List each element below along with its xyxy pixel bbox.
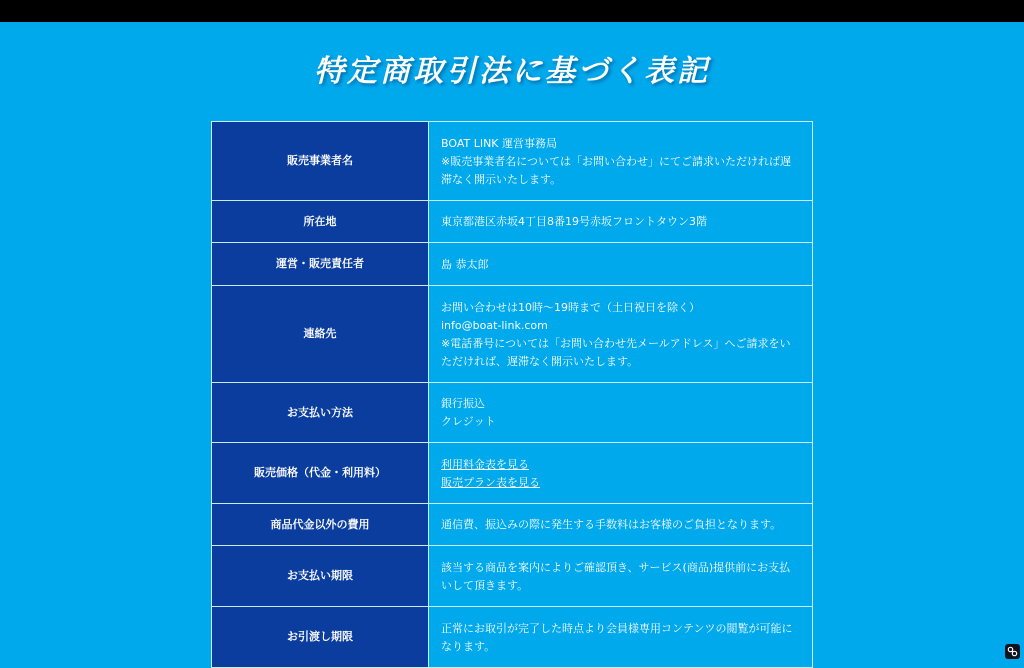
legal-info-table [211,121,813,668]
row-value [429,546,813,607]
payment-method: 銀行振込 [441,395,798,413]
row-label: 運営・販売責任者 [212,243,429,286]
table-row [212,504,813,546]
table-row [212,607,813,668]
row-label: 所在地 [212,201,429,243]
row-value-line: BOAT LINK 運営事務局 [441,135,798,153]
row-value-line: 島 恭太郎 [441,256,798,274]
row-label: 販売価格（代金・利用料） [212,443,429,504]
row-value-line: 該当する商品を案内によりご確認頂き、サービス(商品)提供前にお支払いして頂きます。 [441,559,798,595]
row-value-line: 正常にお取引が完了した時点より会員様専用コンテンツの閲覧が可能になります。 [441,620,798,656]
row-value-line: 通信費、振込みの際に発生する手数料はお客様のご負担となります。 [441,516,798,534]
sales-plan-link[interactable]: 販売プラン表を見る [441,474,798,492]
row-value [429,286,813,383]
table-row [212,122,813,201]
row-value-line: ※電話番号については「お問い合わせ先メールアドレス」へご請求をいただければ、遅滞なく開示いたします。 [441,335,798,371]
payment-method: クレジット [441,413,798,431]
row-value [429,504,813,546]
browser-top-bar [0,0,1024,22]
row-label: お引渡し期限 [212,607,429,668]
row-label: お支払い期限 [212,546,429,607]
row-value [429,201,813,243]
row-label: 販売事業者名 [212,122,429,201]
fee-table-link[interactable]: 利用料金表を見る [441,456,798,474]
table-row [212,383,813,443]
table-row [212,443,813,504]
row-label: 商品代金以外の費用 [212,504,429,546]
table-row [212,201,813,243]
row-value-line: お問い合わせは10時〜19時まで（土日祝日を除く） [441,299,798,317]
contact-email: info@boat-link.com [441,317,798,335]
table-row [212,243,813,286]
row-value-line: 東京都港区赤坂4丁目8番19号赤坂フロントタウン3階 [441,213,798,231]
table-row [212,546,813,607]
row-value [429,443,813,504]
row-value [429,383,813,443]
row-label: 連絡先 [212,286,429,383]
row-value [429,122,813,201]
row-value [429,243,813,286]
link-icon-button[interactable] [1005,644,1020,659]
row-label: お支払い方法 [212,383,429,443]
page-title: 特定商取引法に基づく表記 [0,52,1024,92]
page-content [0,22,1024,663]
link-icon [1007,646,1018,657]
table-row [212,286,813,383]
row-value-line: ※販売事業者名については「お問い合わせ」にてご請求いただければ遅滞なく開示いたします。 [441,153,798,189]
row-value [429,607,813,668]
